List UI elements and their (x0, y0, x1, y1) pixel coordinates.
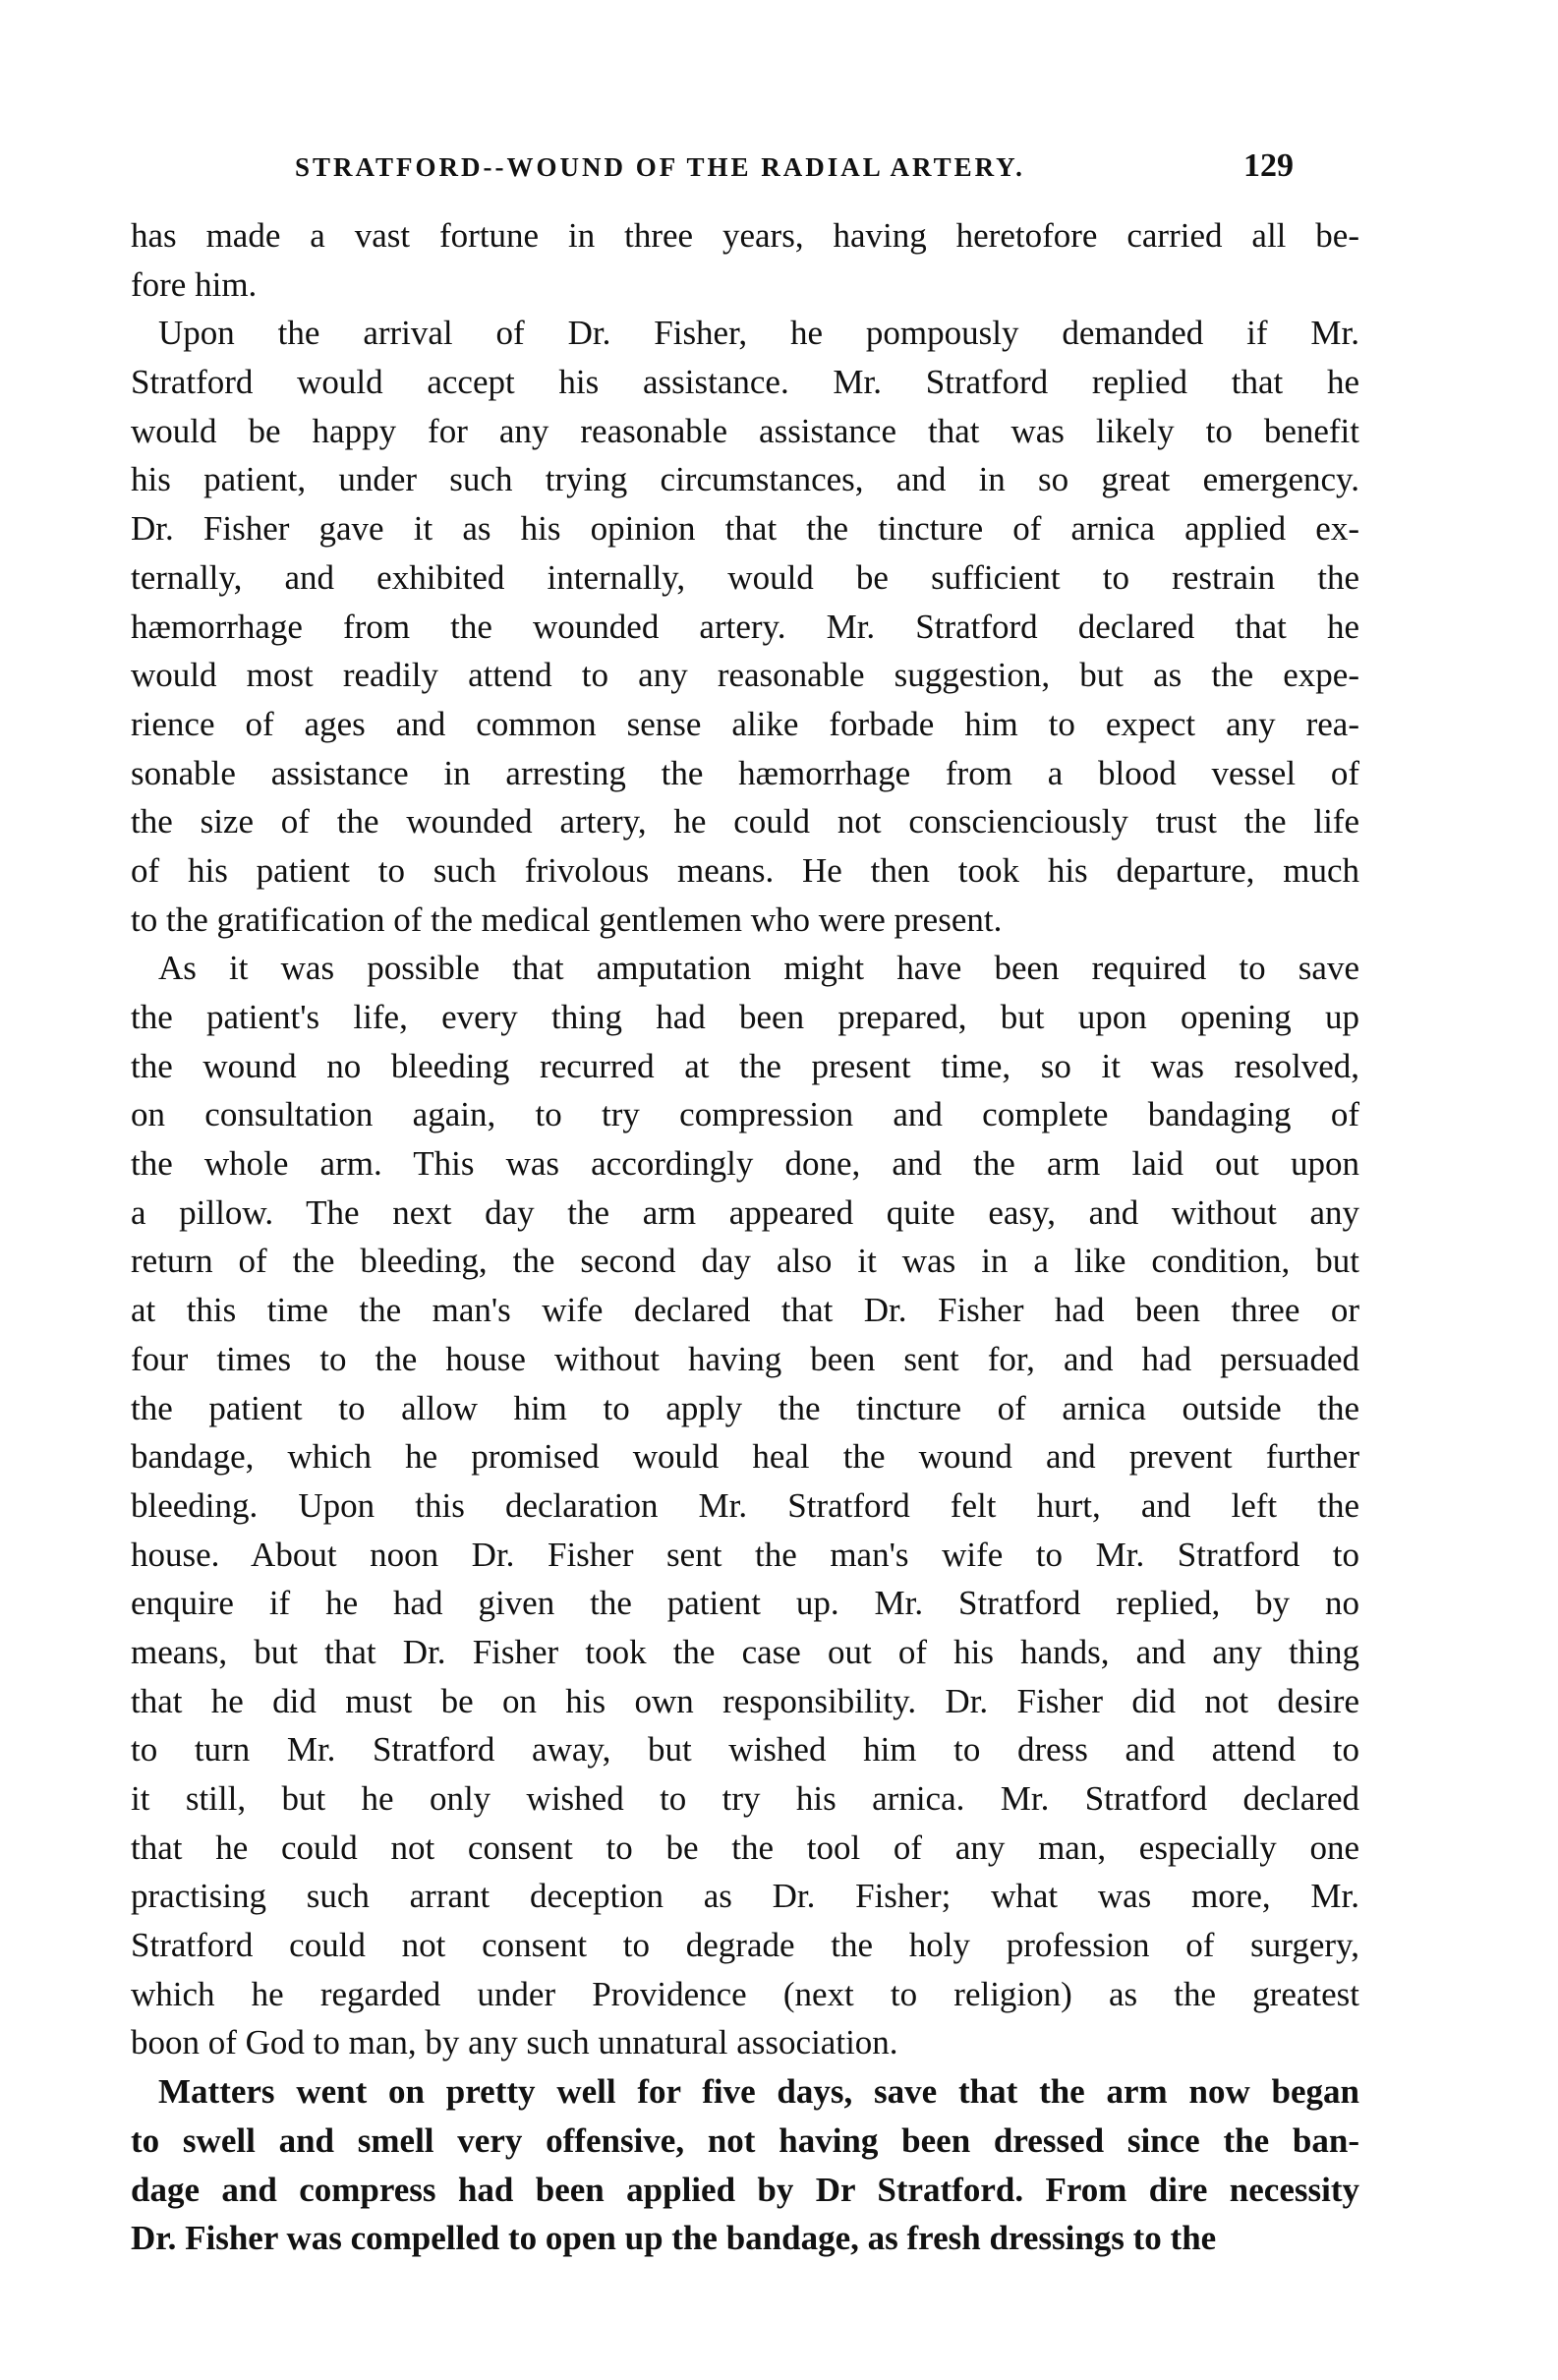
text-line: the wound no bleeding recurred at the present time, so it was resolved, (131, 1046, 1359, 1085)
text-line: which he regarded under Providence (next to religion) as the greatest (131, 1974, 1359, 2013)
text-line: four times to the house without having been sent for, and had persuaded (131, 1339, 1359, 1378)
page-number: 129 (1243, 147, 1294, 184)
text-line: means, but that Dr. Fisher took the case out of his hands, and any thing (131, 1632, 1359, 1671)
text-line: to the gratification of the medical gentlemen who were present. (131, 900, 1003, 939)
text-line: rience of ages and common sense alike forbade him to expect any rea- (131, 704, 1359, 743)
body-text (131, 211, 1359, 2263)
text-line: boon of God to man, by any such unnatural association. (131, 2023, 898, 2062)
text-line: to turn Mr. Stratford away, but wished him to dress and attend to (131, 1730, 1359, 1770)
text-line: that he did must be on his own responsibility. Dr. Fisher did not desire (131, 1681, 1359, 1720)
text-line: Dr. Fisher was compelled to open up the bandage, as fresh dressings to the (131, 2219, 1217, 2258)
text-line: at this time the man's wife declared that Dr. Fisher had been three or (131, 1291, 1359, 1330)
running-header: STRATFORD--WOUND OF THE RADIAL ARTERY. (295, 152, 1025, 182)
text-line: Upon the arrival of Dr. Fisher, he pompously demanded if Mr. (158, 314, 1359, 353)
text-line: Matters went on pretty well for five days, save that the arm now began (158, 2072, 1359, 2112)
text-line: As it was possible that amputation might have been required to save (158, 949, 1359, 988)
text-line: his patient, under such trying circumstances, and in so great emergency. (131, 460, 1359, 499)
text-line: would most readily attend to any reasonable suggestion, but as the expe- (131, 656, 1359, 695)
text-line: fore him. (131, 264, 258, 304)
text-line: the patient to allow him to apply the tincture of arnica outside the (131, 1388, 1359, 1427)
text-line: it still, but he only wished to try his arnica. Mr. Stratford declared (131, 1779, 1359, 1818)
text-line: the size of the wounded artery, he could not conscienciously trust the life (131, 802, 1359, 842)
text-line: on consultation again, to try compression and complete bandaging of (131, 1095, 1359, 1134)
text-line: practising such arrant deception as Dr. Fisher; what was more, Mr. (131, 1877, 1359, 1916)
text-line: Dr. Fisher gave it as his opinion that the tincture of arnica applied ex- (131, 509, 1359, 549)
text-line: enquire if he had given the patient up. Mr. Stratford replied, by no (131, 1584, 1359, 1623)
text-line: has made a vast fortune in three years, having heretofore carried all be- (131, 216, 1359, 255)
text-line: that he could not consent to be the tool of any man, especially one (131, 1828, 1359, 1867)
text-line: Stratford could not consent to degrade the holy profession of surgery, (131, 1926, 1359, 1965)
text-line: of his patient to such frivolous means. He then took his departure, much (131, 850, 1359, 890)
text-line: sonable assistance in arresting the hæmorrhage from a blood vessel of (131, 753, 1359, 792)
text-line: dage and compress had been applied by Dr Stratford. From dire necessity (131, 2170, 1359, 2209)
text-line: to swell and smell very offensive, not having been dressed since the ban- (131, 2120, 1359, 2160)
text-line: return of the bleeding, the second day also it was in a like condition, but (131, 1242, 1359, 1281)
text-line: hæmorrhage from the wounded artery. Mr. Stratford declared that he (131, 607, 1359, 646)
text-line: would be happy for any reasonable assistance that was likely to benefit (131, 411, 1359, 450)
text-line: ternally, and exhibited internally, would be sufficient to restrain the (131, 557, 1359, 597)
text-line: bleeding. Upon this declaration Mr. Stratford felt hurt, and left the (131, 1485, 1359, 1525)
text-line: bandage, which he promised would heal the wound and prevent further (131, 1437, 1359, 1477)
text-line: the whole arm. This was accordingly done, and the arm laid out upon (131, 1144, 1359, 1184)
text-line: house. About noon Dr. Fisher sent the man's wife to Mr. Stratford to (131, 1535, 1359, 1574)
text-line: the patient's life, every thing had been prepared, but upon opening up (131, 998, 1359, 1036)
text-line: Stratford would accept his assistance. Mr. Stratford replied that he (131, 363, 1359, 402)
text-line: a pillow. The next day the arm appeared quite easy, and without any (131, 1192, 1359, 1232)
